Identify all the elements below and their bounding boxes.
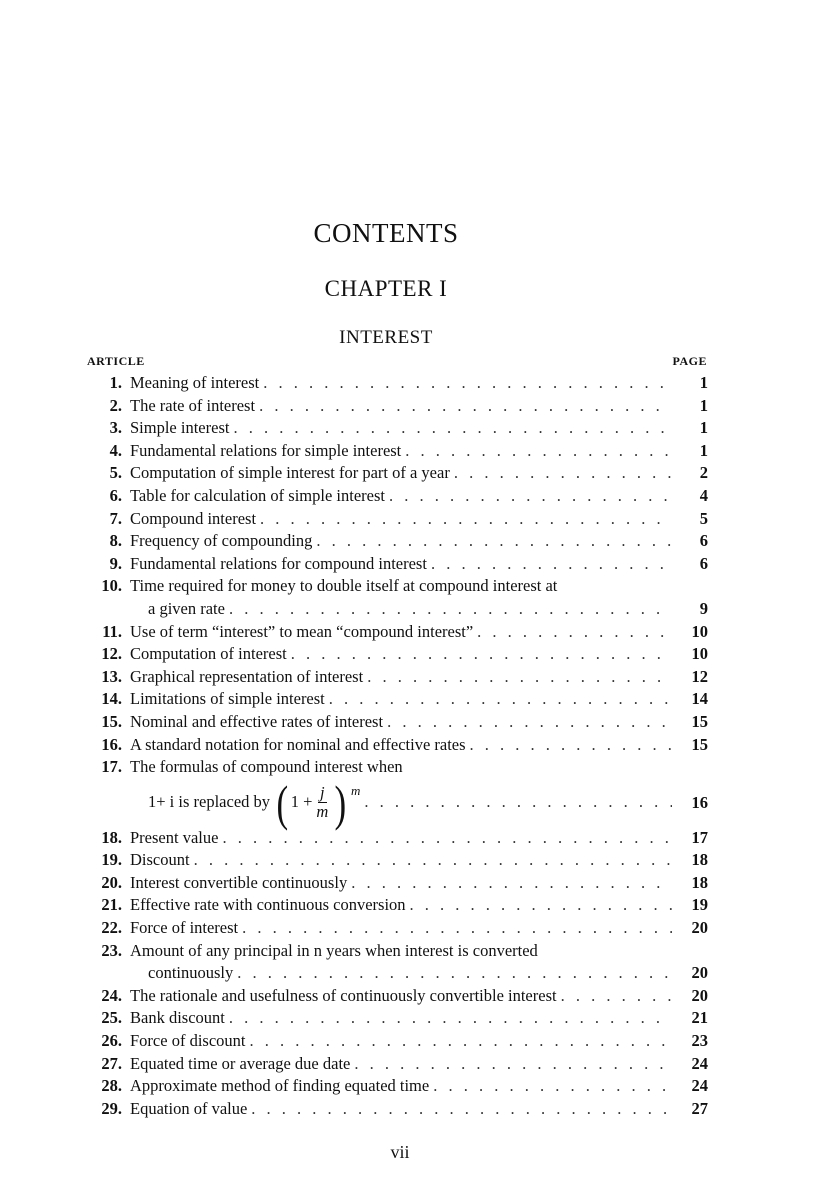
entry-title-line: Equation of value (130, 1098, 248, 1118)
dot-leader (316, 530, 672, 553)
article-number: 14. (101, 689, 122, 709)
entry-title (130, 1007, 672, 1030)
article-number: 23. (101, 940, 122, 960)
entry-title (130, 1075, 672, 1098)
dot-leader (477, 621, 672, 644)
article-number: 15. (101, 711, 122, 731)
toc-entry (80, 1075, 708, 1098)
entry-title-line: Bank discount (130, 1008, 225, 1028)
page-column-header: PAGE (672, 354, 707, 368)
article-number: 12. (101, 644, 122, 664)
article-number: 17. (101, 757, 122, 777)
dot-leader (387, 711, 672, 734)
dot-leader (354, 1053, 672, 1076)
entry-title (130, 872, 672, 895)
dot-leader (249, 1030, 672, 1053)
entry-page-number: 1 (699, 440, 708, 460)
chapter-title: CHAPTER I (324, 276, 448, 301)
dot-leader (364, 791, 672, 814)
entry-title-line: Frequency of compounding (130, 531, 313, 551)
entry-page-number: 2 (699, 463, 708, 483)
entry-title (130, 462, 672, 485)
toc-entry (80, 643, 708, 666)
article-number: 19. (101, 850, 122, 870)
formula-exponent: m (350, 782, 361, 798)
entry-title (130, 643, 672, 666)
dot-leader (405, 440, 672, 463)
entry-title (130, 666, 672, 689)
formula-prefix: 1 + (290, 792, 313, 812)
entry-page-number: 1 (699, 373, 708, 392)
entry-title-line: 1+ i is replaced by (148, 792, 271, 812)
entry-title-line: Nominal and effective rates of interest (130, 711, 384, 731)
dot-leader (561, 985, 672, 1008)
entry-title-line: Effective rate with continuous conversion (130, 895, 406, 915)
article-number: 13. (101, 666, 122, 686)
toc-entry (80, 917, 708, 940)
toc-entry (80, 985, 708, 1008)
toc-entry (80, 827, 708, 850)
dot-leader (237, 962, 672, 985)
entry-title (130, 1053, 672, 1076)
article-column-header: ARTICLE (87, 354, 145, 368)
entry-title (130, 849, 672, 872)
entry-page-number: 23 (691, 1031, 708, 1051)
entry-title-line: Force of discount (130, 1031, 246, 1051)
entry-title-line: Time required for money to double itself at compound interest at (130, 576, 558, 596)
entry-page-number: 15 (691, 734, 708, 754)
entry-title (130, 985, 672, 1008)
article-number: 11. (102, 621, 122, 641)
entry-title-line: Table for calculation of simple interest (130, 485, 385, 505)
entry-title-line: a given rate (148, 598, 225, 618)
entry-title-line: The formulas of compound interest when (130, 757, 403, 777)
entry-title (130, 711, 672, 734)
toc-entry (80, 940, 708, 985)
dot-leader (329, 688, 672, 711)
dot-leader (291, 643, 672, 666)
dot-leader (260, 508, 672, 531)
toc-entry (80, 1053, 708, 1076)
entry-title (130, 734, 672, 757)
entry-title (130, 756, 672, 831)
entry-title-line: The rationale and usefulness of continuously convertible interest (130, 985, 557, 1005)
entry-title (130, 688, 672, 711)
entry-title-line: Fundamental relations for simple interest (130, 440, 402, 460)
dot-leader (351, 872, 672, 895)
article-number: 4. (109, 440, 122, 460)
article-number: 20. (101, 872, 122, 892)
entry-title (130, 553, 672, 576)
entry-title (130, 372, 672, 395)
entry-page-number: 16 (691, 793, 708, 813)
article-number: 8. (109, 531, 122, 551)
toc-entry (80, 621, 708, 644)
article-number: 24. (101, 985, 122, 1005)
entry-title-line: Limitations of simple interest (130, 689, 325, 709)
article-number: 29. (101, 1098, 122, 1118)
article-number: 7. (109, 508, 122, 528)
toc-entry (80, 734, 708, 757)
entry-title (130, 440, 672, 463)
toc-entry (80, 440, 708, 463)
entry-title-line: Compound interest (130, 508, 257, 528)
dot-leader (470, 734, 672, 757)
entry-page-number: 20 (691, 963, 708, 983)
toc-entry (80, 575, 708, 620)
article-number: 25. (101, 1008, 122, 1028)
article-number: 18. (101, 827, 122, 847)
entry-title-line: continuously (148, 963, 234, 983)
dot-leader (433, 1075, 672, 1098)
article-number: 27. (101, 1053, 122, 1073)
entry-page-number: 1 (699, 418, 708, 438)
article-number: 16. (101, 734, 122, 754)
entry-page-number: 18 (691, 850, 708, 870)
toc-entry (80, 756, 708, 831)
dot-leader (242, 917, 672, 940)
toc-entry (80, 530, 708, 553)
article-number: 21. (101, 895, 122, 915)
toc-entry (80, 711, 708, 734)
compound-formula (274, 774, 361, 831)
dot-leader (194, 849, 672, 872)
entry-title-line: Fundamental relations for compound interest (130, 553, 427, 573)
entry-title (130, 827, 672, 850)
entry-page-number: 6 (699, 553, 708, 573)
entry-title (130, 917, 672, 940)
toc-entry (80, 872, 708, 895)
entry-title (130, 621, 672, 644)
toc-entry (80, 462, 708, 485)
entry-title (130, 485, 672, 508)
article-number: 28. (101, 1076, 122, 1096)
entry-page-number: 14 (691, 689, 708, 709)
table-of-contents (80, 372, 708, 1120)
dot-leader (431, 553, 672, 576)
dot-leader (389, 485, 672, 508)
page-number: vii (390, 1142, 410, 1162)
entry-page-number: 24 (691, 1076, 708, 1096)
dot-leader (410, 894, 672, 917)
entry-title (130, 417, 672, 440)
entry-title-line: The rate of interest (130, 395, 256, 415)
toc-entry (80, 417, 708, 440)
entry-page-number: 5 (699, 508, 708, 528)
entry-title-line: Present value (130, 827, 219, 847)
dot-leader (233, 417, 672, 440)
entry-title-line: Discount (130, 850, 190, 870)
entry-title-line: Use of term “interest” to mean “compound interest” (130, 621, 474, 641)
entry-title-line: Computation of interest (130, 644, 287, 664)
article-number: 9. (109, 553, 122, 573)
toc-entry (80, 894, 708, 917)
toc-entry (80, 508, 708, 531)
article-number: 6. (109, 485, 122, 505)
toc-entry (80, 1030, 708, 1053)
formula-close-paren: ) (334, 774, 347, 831)
toc-entry (80, 485, 708, 508)
article-number: 10. (101, 576, 122, 596)
entry-page-number: 1 (699, 395, 708, 415)
dot-leader (229, 598, 672, 621)
entry-title (130, 530, 672, 553)
entry-title-line: Equated time or average due date (130, 1053, 351, 1073)
entry-title-line: Computation of simple interest for part of a year (130, 463, 450, 483)
toc-entry (80, 849, 708, 872)
entry-page-number: 27 (691, 1098, 708, 1118)
toc-entry (80, 1007, 708, 1030)
dot-leader (229, 1007, 672, 1030)
toc-entry (80, 666, 708, 689)
entry-title (130, 395, 672, 418)
entry-page-number: 20 (691, 985, 708, 1005)
dot-leader (222, 827, 672, 850)
entry-title-line: Graphical representation of interest (130, 666, 364, 686)
article-number: 1. (109, 373, 122, 392)
contents-title: CONTENTS (313, 218, 459, 248)
article-number: 22. (101, 918, 122, 938)
toc-entry (80, 1098, 708, 1121)
dot-leader (454, 462, 672, 485)
entry-page-number: 10 (691, 621, 708, 641)
entry-title (130, 575, 672, 620)
dot-leader (259, 395, 672, 418)
toc-entry (80, 688, 708, 711)
entry-page-number: 20 (691, 918, 708, 938)
entry-page-number: 21 (691, 1008, 708, 1028)
toc-entry (80, 553, 708, 576)
entry-title-line: Meaning of interest (130, 373, 260, 392)
article-number: 26. (101, 1031, 122, 1051)
entry-title-line: A standard notation for nominal and effective rates (130, 734, 466, 754)
entry-title (130, 894, 672, 917)
formula-fraction (316, 784, 328, 821)
entry-page-number: 24 (691, 1053, 708, 1073)
entry-title (130, 1030, 672, 1053)
entry-title (130, 1098, 672, 1121)
toc-entry (80, 372, 708, 395)
entry-page-number: 6 (699, 531, 708, 551)
entry-page-number: 4 (699, 485, 708, 505)
dot-leader (251, 1098, 672, 1121)
section-title: INTEREST (339, 327, 433, 348)
dot-leader (367, 666, 672, 689)
entry-page-number: 9 (699, 598, 708, 618)
formula-denominator: m (316, 802, 329, 822)
toc-entry (80, 395, 708, 418)
entry-title (130, 940, 672, 985)
article-number: 2. (109, 395, 122, 415)
entry-title-line: Force of interest (130, 918, 239, 938)
dot-leader (263, 372, 672, 395)
formula-open-paren: ( (276, 774, 289, 831)
entry-page-number: 12 (691, 666, 708, 686)
entry-page-number: 15 (691, 711, 708, 731)
entry-title-line: Simple interest (130, 418, 230, 438)
entry-page-number: 10 (691, 644, 708, 664)
formula-numerator: j (320, 783, 325, 803)
entry-page-number: 19 (691, 895, 708, 915)
entry-title-line: Amount of any principal in n years when interest is converted (130, 940, 538, 960)
entry-title-line: Approximate method of finding equated time (130, 1076, 430, 1096)
entry-page-number: 17 (691, 827, 708, 847)
entry-title (130, 508, 672, 531)
article-number: 5. (109, 463, 122, 483)
entry-title-line: Interest convertible continuously (130, 872, 348, 892)
entry-page-number: 18 (691, 872, 708, 892)
article-number: 3. (109, 418, 122, 438)
